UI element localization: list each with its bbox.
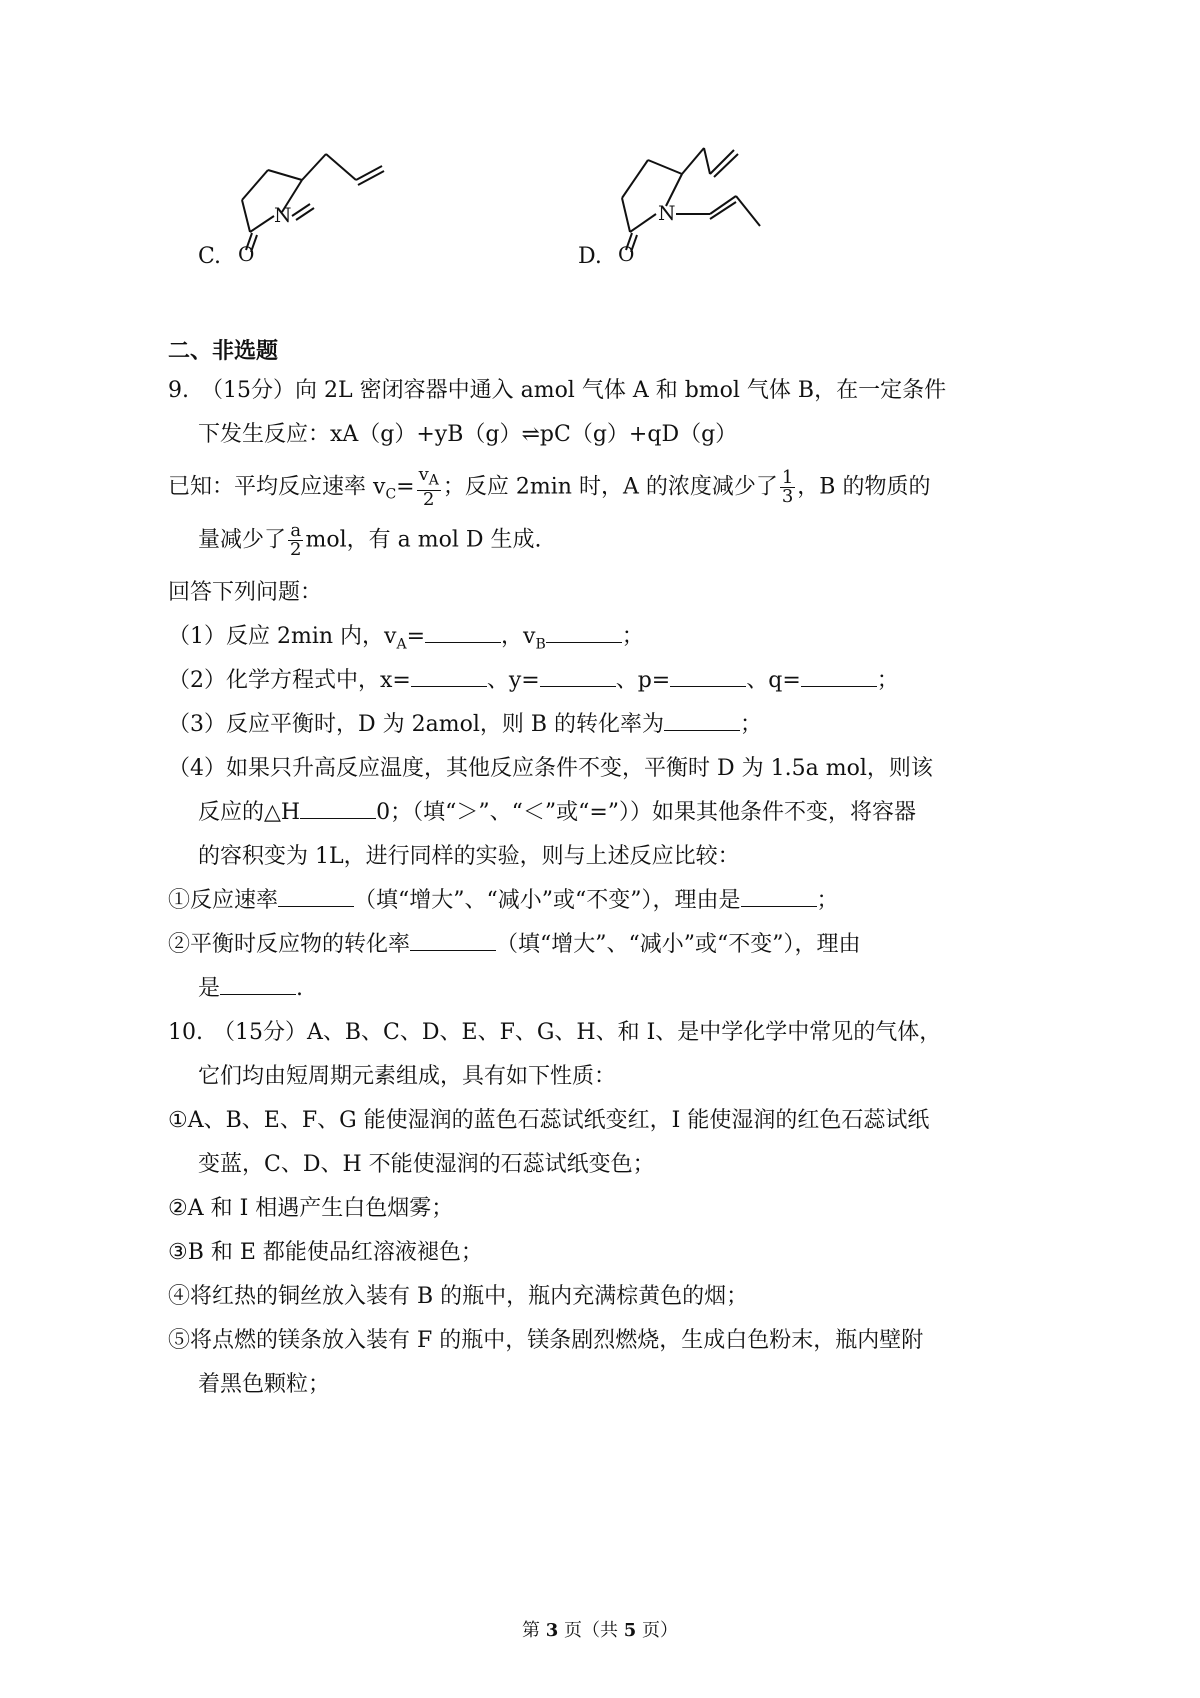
answer-blank[interactable]	[741, 886, 817, 907]
answer-blank[interactable]	[664, 710, 740, 731]
option-c-label: C.	[198, 244, 222, 269]
q9-score: （15分）	[201, 378, 295, 403]
numerator: 1	[781, 466, 794, 488]
answer-blank[interactable]	[278, 886, 354, 907]
answer-blank[interactable]	[410, 930, 496, 951]
text: （1）反应 2min 内，v	[168, 624, 397, 649]
q10-line-1	[168, 1018, 941, 1048]
q10-line-2: 它们均由短周期元素组成，具有如下性质：	[198, 1064, 617, 1089]
denominator: 2	[423, 488, 435, 510]
text: =	[396, 474, 415, 500]
q10-number: 10.	[168, 1020, 203, 1045]
text: ②平衡时反应物的转化率	[168, 932, 411, 957]
denominator: 2	[290, 539, 302, 560]
text: ；	[816, 888, 839, 913]
text: 第	[522, 1620, 540, 1641]
q10-score: （15分）	[213, 1020, 307, 1045]
q10-stem: A、B、C、D、E、F、G、H、和 I、是中学化学中常见的气体，	[307, 1020, 942, 1045]
answer-blank[interactable]	[411, 666, 487, 687]
answer-blank[interactable]	[546, 622, 622, 643]
atom-o-label: O	[618, 242, 635, 266]
numerator: v	[418, 464, 429, 485]
q9-stem: 向 2L 密闭容器中通入 amol 气体 A 和 bmol 气体 B，在一定条件	[295, 378, 947, 403]
fraction-a-over-2	[288, 522, 303, 559]
option-d-label: D.	[578, 244, 602, 269]
text: 已知：平均反应速率 v	[168, 474, 386, 500]
text: ，B 的物质的	[797, 474, 931, 500]
subscript: A	[428, 472, 439, 489]
text: 量减少了	[198, 527, 287, 553]
fraction-va-over-2	[417, 466, 441, 509]
q9-line-2: 下发生反应：xA（g）+yB（g）⇌pC（g）+qD（g）	[198, 422, 738, 447]
q10-item-4: ④将红热的铜丝放入装有 B 的瓶中，瓶内充满棕黄色的烟；	[168, 1284, 749, 1309]
text: 、y=	[486, 668, 540, 693]
text: ；	[621, 624, 644, 649]
q9-circled-2	[168, 930, 861, 960]
q9-line-1	[168, 376, 946, 406]
q9-circled-2-line-2	[198, 974, 303, 1004]
text: （填“增大”、“减小”或“不变”），理由	[496, 932, 861, 957]
q9-part-4-line-3: 的容积变为 1L，进行同样的实验，则与上述反应比较：	[198, 844, 740, 869]
text: ①反应速率	[168, 888, 279, 913]
text: ，v	[501, 624, 536, 649]
total-pages: 5	[623, 1620, 637, 1641]
q9-part-4-line-1: （4）如果只升高反应温度，其他反应条件不变，平衡时 D 为 1.5a mol，则该	[168, 756, 933, 781]
subscript: B	[535, 636, 546, 653]
atom-o-label: O	[238, 242, 255, 266]
text: ；	[740, 712, 763, 737]
text: 、p=	[615, 668, 671, 693]
text: （2）化学方程式中，x=	[168, 668, 411, 693]
fraction-one-third	[780, 466, 795, 507]
q9-known-line-2	[198, 522, 541, 559]
text: 页）	[642, 1620, 678, 1641]
answer-blank[interactable]	[670, 666, 746, 687]
atom-n-label: N	[274, 203, 292, 227]
text: mol，有 a mol D 生成.	[305, 527, 542, 553]
q9-part-1	[168, 622, 644, 659]
q10-item-2: ②A 和 I 相遇产生白色烟雾；	[168, 1196, 454, 1221]
q9-part-3	[168, 710, 762, 740]
q9-part-2	[168, 666, 899, 696]
text: 反应的△H	[198, 800, 301, 825]
answer-blank[interactable]	[425, 622, 501, 643]
q10-item-5: ⑤将点燃的镁条放入装有 F 的瓶中，镁条剧烈燃烧，生成白色粉末，瓶内壁附	[168, 1328, 924, 1353]
text: .	[296, 976, 304, 1001]
text: 是	[198, 976, 221, 1001]
numerator: a	[288, 522, 303, 541]
answer-blank[interactable]	[540, 666, 616, 687]
q10-item-5-line-2: 着黑色颗粒；	[198, 1372, 331, 1397]
text: （3）反应平衡时，D 为 2amol，则 B 的转化率为	[168, 712, 665, 737]
q10-item-1: ①A、B、E、F、G 能使湿润的蓝色石蕊试纸变红，I 能使湿润的红色石蕊试纸	[168, 1108, 930, 1133]
text: =	[406, 624, 426, 649]
text: 0；（填“＞”、“＜”或“=”））如果其他条件不变，将容器	[376, 800, 917, 825]
q10-item-3: ③B 和 E 都能使品红溶液褪色；	[168, 1240, 483, 1265]
answer-blank[interactable]	[220, 974, 296, 995]
text: 、q=	[746, 668, 801, 693]
text: ；	[876, 668, 899, 693]
page-number: 3	[545, 1620, 559, 1641]
q10-item-1-line-2: 变蓝，C、D、H 不能使湿润的石蕊试纸变色；	[198, 1152, 655, 1177]
option-d-structure	[610, 140, 780, 270]
page-footer	[0, 1616, 1200, 1642]
text: ；反应 2min 时，A 的浓度减少了	[442, 474, 778, 500]
subscript: A	[396, 636, 407, 653]
text: 页（共	[564, 1620, 618, 1641]
q9-known-line	[168, 466, 930, 510]
denominator: 3	[781, 485, 794, 507]
q9-circled-1	[168, 886, 839, 916]
atom-n-label: N	[658, 201, 676, 225]
q9-part-4-line-2	[198, 798, 916, 828]
text: （填“增大”、“减小”或“不变”），理由是	[354, 888, 741, 913]
section-title: 二、非选题	[168, 338, 279, 364]
q9-number: 9.	[168, 378, 189, 403]
subscript: C	[385, 486, 397, 503]
answer-blank[interactable]	[300, 798, 376, 819]
answer-intro: 回答下列问题：	[168, 580, 323, 605]
option-c-structure	[230, 140, 400, 270]
answer-blank[interactable]	[801, 666, 877, 687]
